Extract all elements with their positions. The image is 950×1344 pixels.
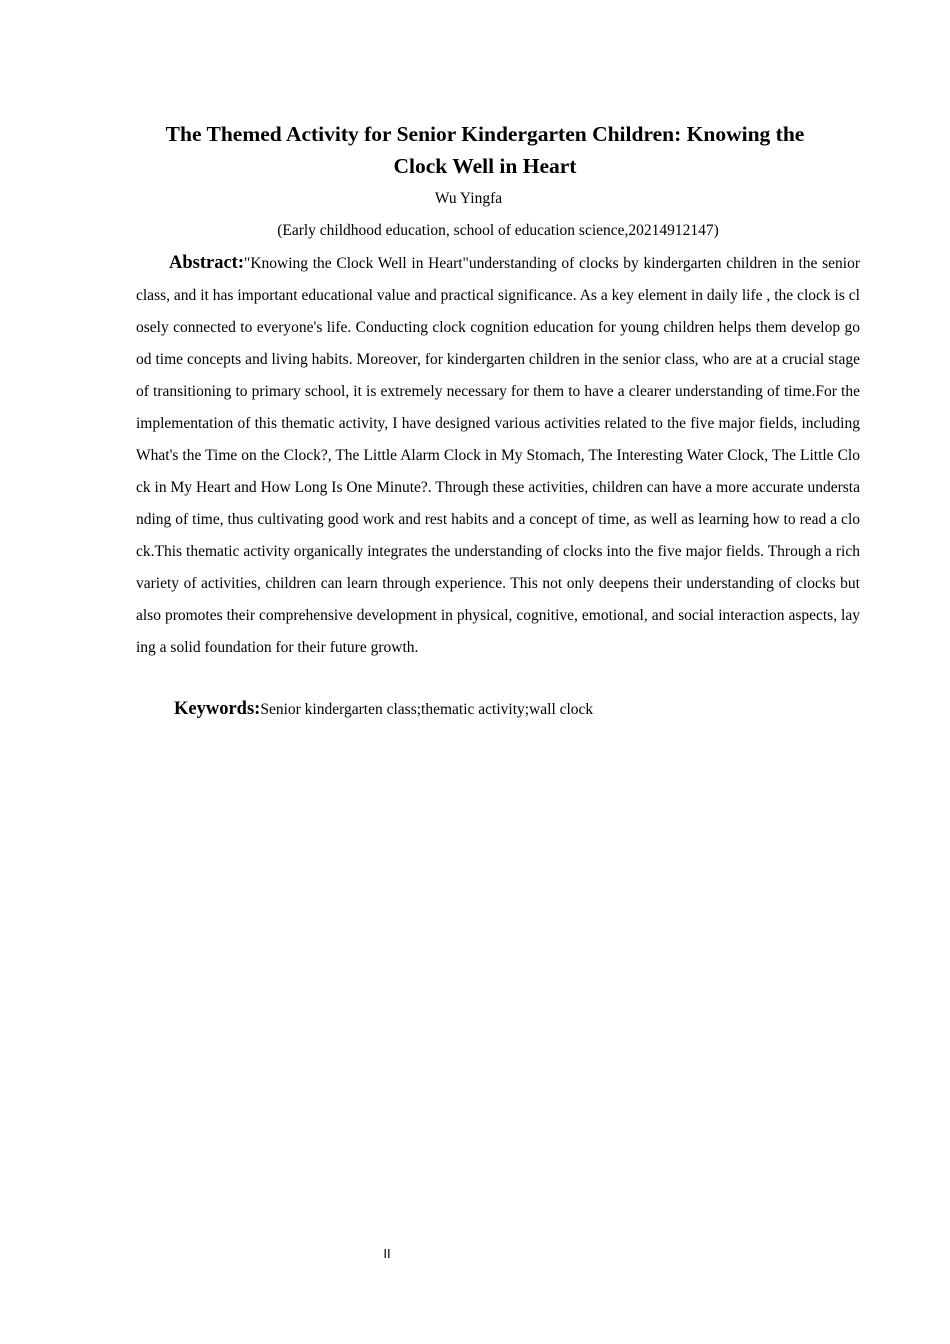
page-number: II (383, 1246, 391, 1261)
keywords-text: Senior kindergarten class;thematic activity;wall clock (260, 701, 594, 718)
keywords-line (174, 695, 854, 724)
document-title: The Themed Activity for Senior Kindergarten Children: Knowing the Clock Well in Heart (165, 122, 805, 178)
abstract-label: Abstract: (169, 253, 245, 273)
keywords-label: Keywords: (174, 699, 261, 719)
author-affiliation: (Early childhood education, school of education science,20214912147) (277, 222, 719, 239)
author-name: Wu Yingfa (434, 190, 503, 207)
abstract-paragraph (136, 247, 860, 664)
abstract-text: "Knowing the Clock Well in Heart"understanding of clocks by kindergarten children in the senior class, and it has important educational value and practical significance. As a key element in daily life , the clock is closely connected to everyone's life. Conducting clock cognition education for young children helps them develop good time concepts and living habits. Moreover, for kindergarten children in the senior class, who are at a crucial stage of transitioning to primary school, it is extremely necessary for them to have a clearer understanding of time.For the implementation of this thematic activity, I have designed various activities related to the five major fields, including What's the Time on the Clock?, The Little Alarm Clock in My Stomach, The Interesting Water Clock, The Little Clock in My Heart and How Long Is One Minute?. Through these activities, children can have a more accurate understanding of time, thus cultivating good work and rest habits and a concept of time, as well as learning how to read a clock.This thematic activity organically integrates the understanding of clocks into the five major fields. Through a rich variety of activities, children can learn through experience. This not only deepens their understanding of clocks but also promotes their comprehensive development in physical, cognitive, emotional, and social interaction aspects, laying a solid foundation for their future growth. (136, 255, 860, 656)
